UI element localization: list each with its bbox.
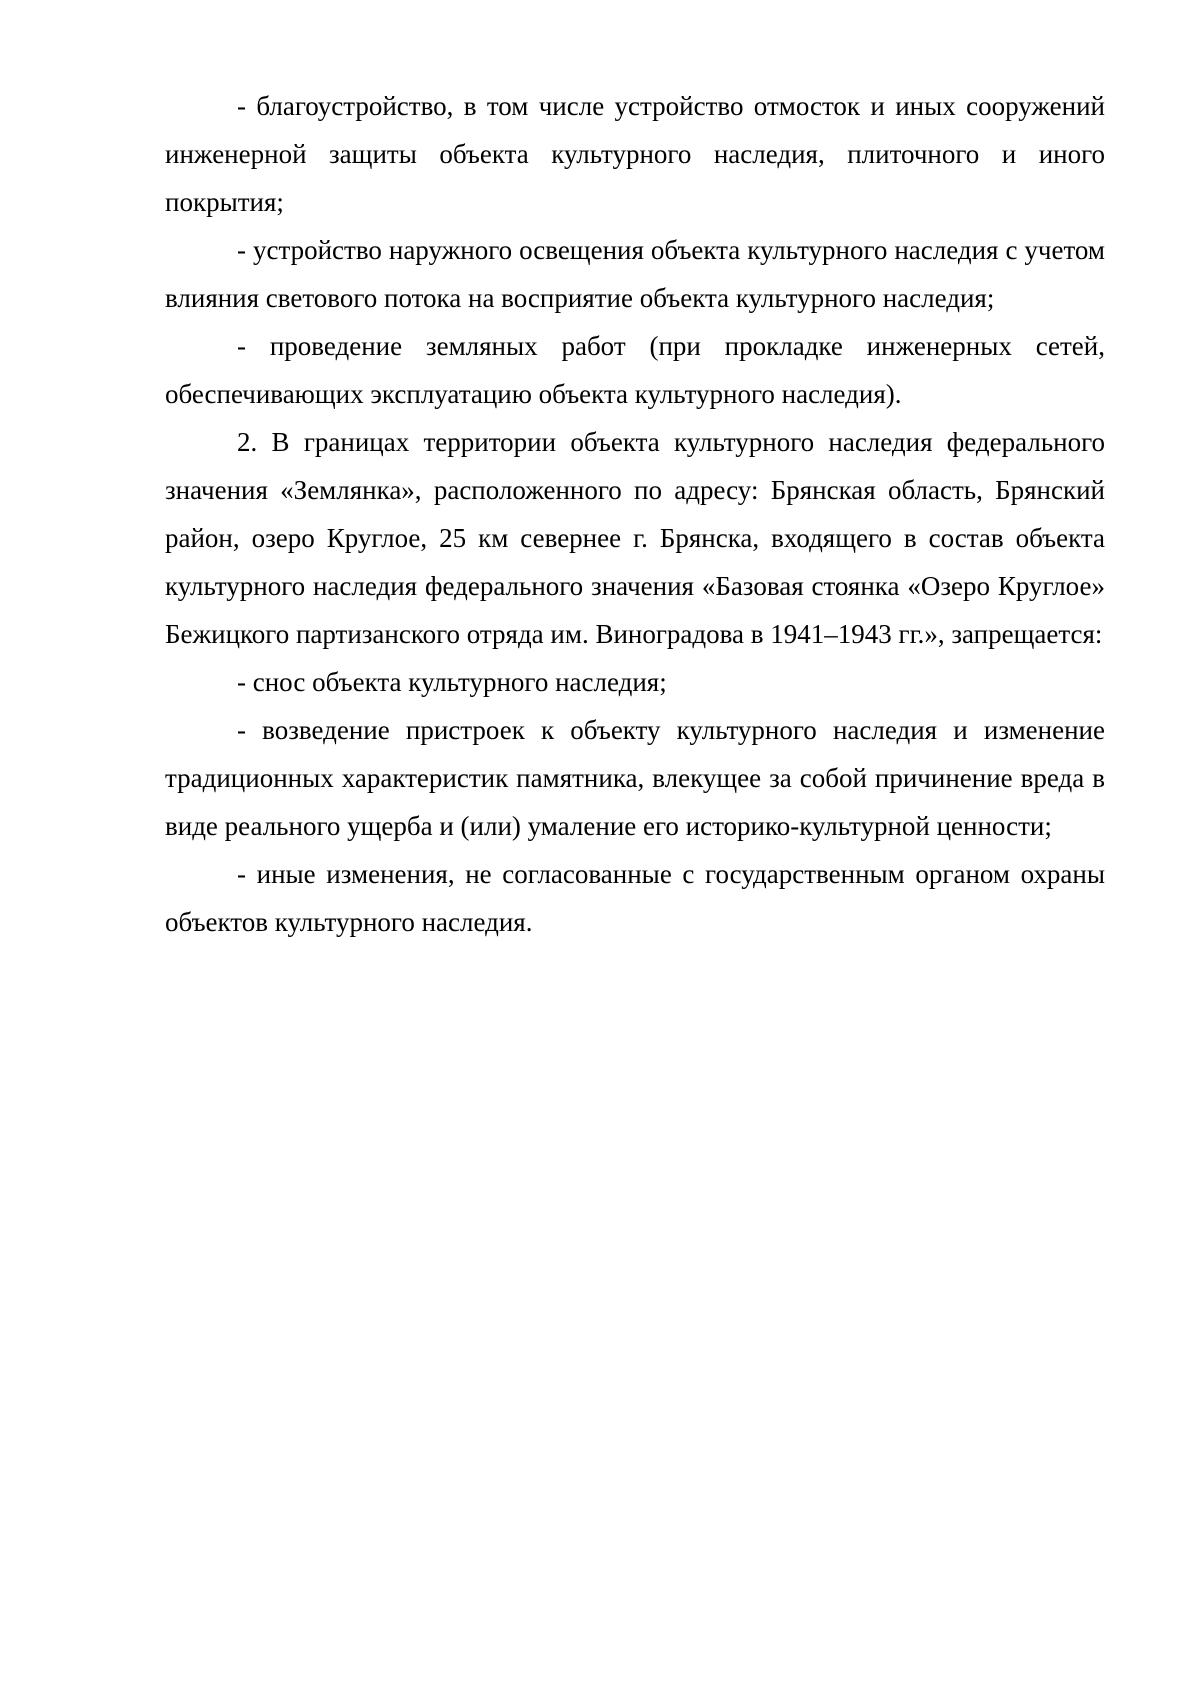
paragraph-other-changes: - иные изменения, не согласованные с государственным органом охраны объектов культурного наследия. [165,859,1105,937]
paragraph-section-2: 2. В границах территории объекта культурного наследия федерального значения «Землянка», расположенного по адресу: Брянская область, Брянский район, озеро Круглое, 25 км севернее г. Брянска, входящего в состав объекта культурного наследия федерального значения «Базовая стоянка «Озеро Круглое» Бежицкого партизанского отряда им. Виноградова в 1941–1943 гг.», запрещается: [165,427,1105,649]
paragraph-landscaping: - благоустройство, в том числе устройство отмосток и иных сооружений инженерной защиты объекта культурного наследия, плиточного и иного покрытия; [165,91,1105,217]
paragraph-demolition: - снос объекта культурного наследия; [237,667,667,697]
paragraph-extensions: - возведение пристроек к объекту культурного наследия и изменение традиционных характеристик памятника, влекущее за собой причинение вреда в виде реального ущерба и (или) умаление его историко-культурной ценности; [165,715,1105,841]
paragraph-outdoor-lighting: - устройство наружного освещения объекта культурного наследия с учетом влияния светового потока на восприятие объекта культурного наследия; [165,235,1105,313]
document-body [165,82,1105,946]
paragraph-earthworks: - проведение земляных работ (при прокладке инженерных сетей, обеспечивающих эксплуатацию объекта культурного наследия). [165,331,1105,409]
